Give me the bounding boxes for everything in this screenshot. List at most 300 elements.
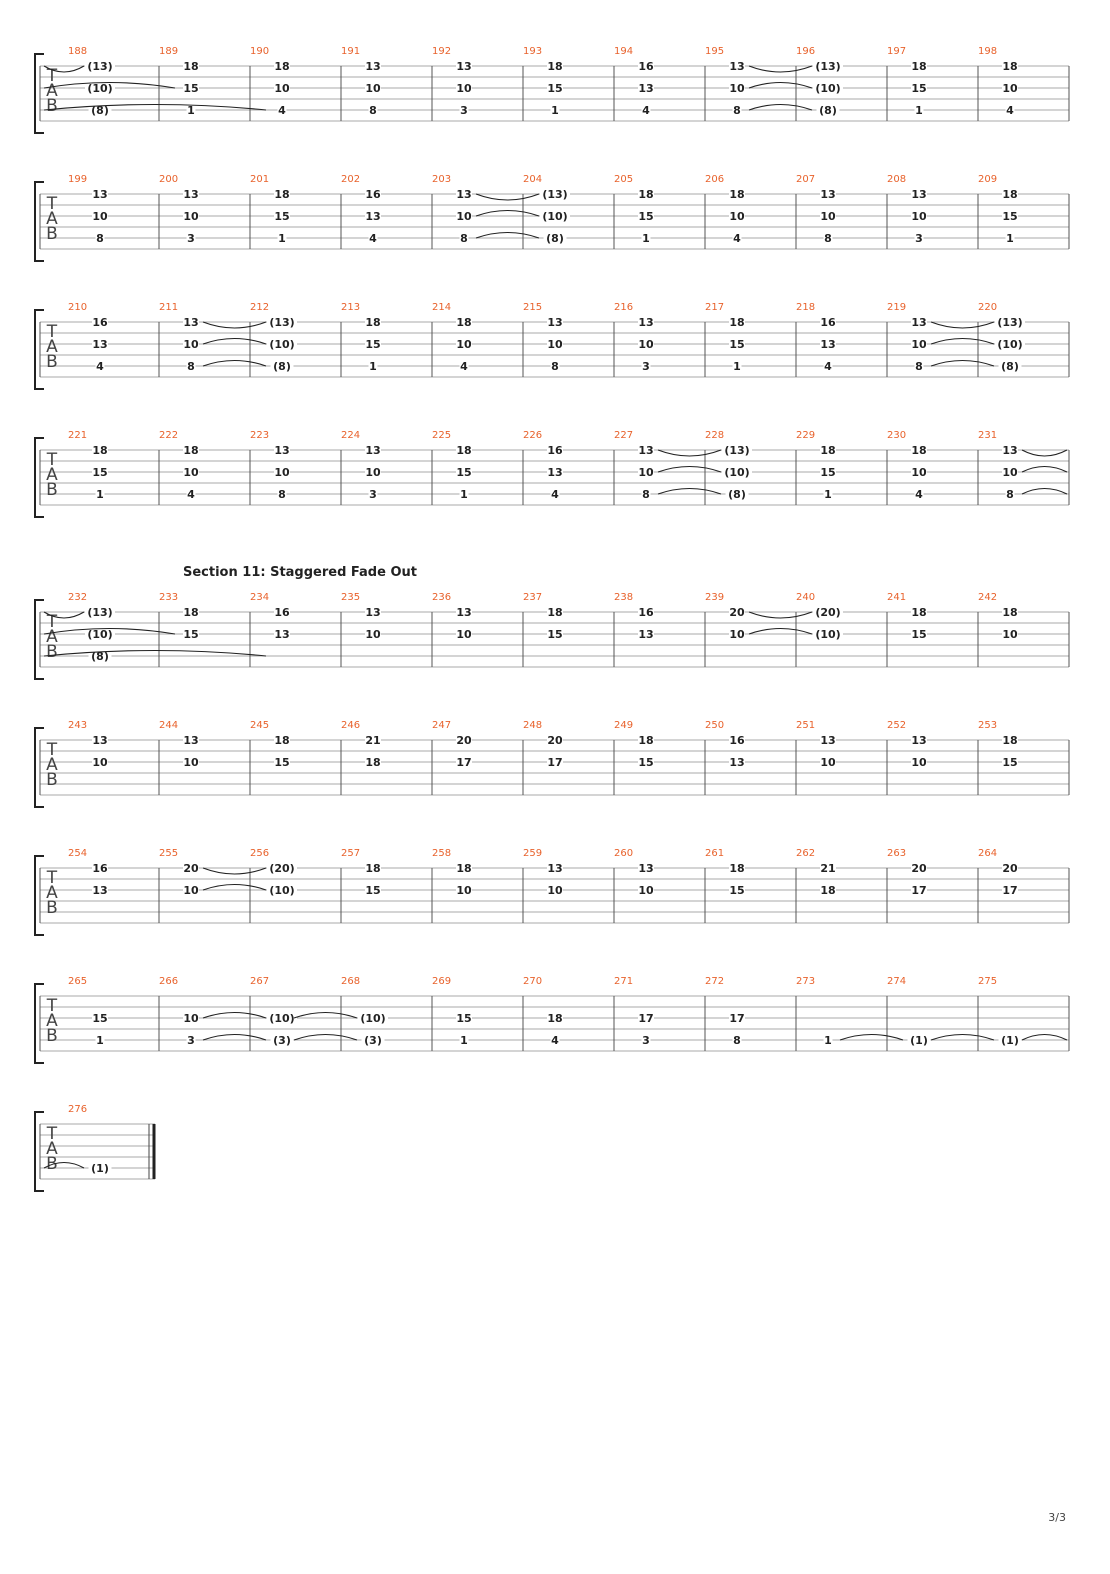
fret-number: (13) <box>997 316 1023 329</box>
fret-number: 10 <box>183 756 199 769</box>
measure-number: 233 <box>159 592 179 603</box>
fret-number: 18 <box>638 734 654 747</box>
fret-number: 13 <box>92 884 108 897</box>
tab-clef-letter: T <box>46 996 58 1016</box>
tie-arc <box>203 1035 266 1041</box>
tie-arc <box>658 467 721 473</box>
measure-number: 221 <box>68 430 88 441</box>
fret-number: (8) <box>1001 360 1019 373</box>
fret-number: 15 <box>365 338 381 351</box>
tie-arc <box>749 66 812 72</box>
fret-number: 13 <box>911 316 927 329</box>
measure-number: 262 <box>796 848 816 859</box>
tie-arc <box>203 322 266 328</box>
measure-number: 247 <box>432 720 452 731</box>
tab-clef-letter: T <box>46 194 58 214</box>
measure-number: 206 <box>705 174 725 185</box>
fret-number: 1 <box>460 488 468 501</box>
fret-number: 10 <box>456 884 472 897</box>
fret-number: 10 <box>547 884 563 897</box>
measure-number: 204 <box>523 174 543 185</box>
fret-number: 3 <box>642 1034 650 1047</box>
fret-number: 20 <box>547 734 563 747</box>
fret-number: 4 <box>733 232 741 245</box>
fret-number: 4 <box>824 360 832 373</box>
fret-number: (8) <box>819 104 837 117</box>
fret-number: 3 <box>460 104 468 117</box>
fret-number: 18 <box>183 60 199 73</box>
measure-number: 259 <box>523 848 543 859</box>
tie-arc <box>476 233 539 239</box>
fret-number: 8 <box>187 360 195 373</box>
fret-number: 8 <box>733 1034 741 1047</box>
tab-clef-letter: A <box>46 627 58 647</box>
fret-number: 4 <box>1006 104 1014 117</box>
fret-number: (13) <box>542 188 568 201</box>
tab-clef-letter: B <box>46 642 58 662</box>
fret-number: 1 <box>1006 232 1014 245</box>
tab-clef-letter: T <box>46 1124 58 1144</box>
fret-number: 10 <box>820 210 836 223</box>
fret-number: 10 <box>183 1012 199 1025</box>
fret-number: 15 <box>911 628 927 641</box>
fret-number: (8) <box>91 650 109 663</box>
fret-number: 16 <box>729 734 745 747</box>
measure-number: 246 <box>341 720 361 731</box>
tab-clef-letter: T <box>46 450 58 470</box>
tie-arc <box>1022 489 1067 495</box>
tie-arc <box>749 105 812 111</box>
fret-number: 21 <box>820 862 836 875</box>
measure-number: 249 <box>614 720 634 731</box>
fret-number: 17 <box>729 1012 745 1025</box>
fret-number: 13 <box>183 316 199 329</box>
fret-number: 18 <box>911 444 927 457</box>
fret-number: (10) <box>269 884 295 897</box>
measure-number: 274 <box>887 976 907 987</box>
measure-number: 237 <box>523 592 543 603</box>
fret-number: 18 <box>274 188 290 201</box>
measure-number: 210 <box>68 302 88 313</box>
fret-number: (3) <box>364 1034 382 1047</box>
tie-arc <box>476 211 539 217</box>
fret-number: 16 <box>92 862 108 875</box>
fret-number: 10 <box>274 82 290 95</box>
fret-number: 4 <box>278 104 286 117</box>
fret-number: 13 <box>729 60 745 73</box>
fret-number: 3 <box>187 1034 195 1047</box>
fret-number: 15 <box>92 466 108 479</box>
fret-number: 15 <box>274 210 290 223</box>
fret-number: (3) <box>273 1034 291 1047</box>
measure-number: 240 <box>796 592 816 603</box>
fret-number: 18 <box>456 316 472 329</box>
fret-number: 13 <box>183 734 199 747</box>
fret-number: 18 <box>274 734 290 747</box>
tie-arc <box>931 339 994 345</box>
fret-number: 1 <box>824 1034 832 1047</box>
tab-clef-letter: A <box>46 883 58 903</box>
measure-number: 230 <box>887 430 907 441</box>
fret-number: 21 <box>365 734 381 747</box>
fret-number: 18 <box>1002 60 1018 73</box>
tab-clef-letter: B <box>46 770 58 790</box>
tie-arc <box>203 868 266 874</box>
fret-number: 15 <box>638 756 654 769</box>
fret-number: 4 <box>460 360 468 373</box>
fret-number: 18 <box>638 188 654 201</box>
measure-number: 199 <box>68 174 88 185</box>
fret-number: 10 <box>92 756 108 769</box>
measure-number: 263 <box>887 848 907 859</box>
fret-number: 3 <box>369 488 377 501</box>
fret-number: 1 <box>915 104 923 117</box>
fret-number: 13 <box>638 628 654 641</box>
fret-number: (20) <box>269 862 295 875</box>
fret-number: 13 <box>274 628 290 641</box>
measure-number: 220 <box>978 302 998 313</box>
measure-number: 224 <box>341 430 361 441</box>
fret-number: 18 <box>911 60 927 73</box>
measure-number: 198 <box>978 46 998 57</box>
tab-clef-letter: A <box>46 209 58 229</box>
fret-number: 10 <box>1002 466 1018 479</box>
fret-number: 1 <box>824 488 832 501</box>
fret-number: 10 <box>911 756 927 769</box>
measure-number: 209 <box>978 174 998 185</box>
tie-arc <box>203 1013 266 1019</box>
fret-number: 10 <box>456 628 472 641</box>
fret-number: (13) <box>724 444 750 457</box>
measure-number: 242 <box>978 592 998 603</box>
fret-number: 10 <box>911 210 927 223</box>
tab-clef-letter: T <box>46 740 58 760</box>
fret-number: 18 <box>729 188 745 201</box>
fret-number: 20 <box>911 862 927 875</box>
measure-number: 191 <box>341 46 361 57</box>
fret-number: 10 <box>729 82 745 95</box>
tab-clef-letter: B <box>46 96 58 116</box>
fret-number: 10 <box>365 628 381 641</box>
measure-number: 271 <box>614 976 634 987</box>
fret-number: 10 <box>638 338 654 351</box>
fret-number: 13 <box>365 444 381 457</box>
fret-number: 8 <box>551 360 559 373</box>
fret-number: (8) <box>91 104 109 117</box>
measure-number: 264 <box>978 848 998 859</box>
tie-arc <box>1022 1035 1067 1041</box>
fret-number: 13 <box>911 734 927 747</box>
measure-number: 269 <box>432 976 452 987</box>
fret-number: 13 <box>820 188 836 201</box>
measure-number: 193 <box>523 46 543 57</box>
measure-number: 225 <box>432 430 452 441</box>
tie-arc <box>749 629 812 635</box>
fret-number: 10 <box>92 210 108 223</box>
tab-clef-letter: A <box>46 1139 58 1159</box>
fret-number: 18 <box>547 60 563 73</box>
measure-number: 248 <box>523 720 543 731</box>
tie-arc <box>1022 467 1067 473</box>
fret-number: 10 <box>456 82 472 95</box>
fret-number: 13 <box>365 60 381 73</box>
measure-number: 189 <box>159 46 179 57</box>
fret-number: 10 <box>183 466 199 479</box>
fret-number: 10 <box>365 82 381 95</box>
fret-number: 10 <box>638 466 654 479</box>
fret-number: 16 <box>638 606 654 619</box>
fret-number: 13 <box>547 316 563 329</box>
fret-number: (10) <box>360 1012 386 1025</box>
measure-number: 275 <box>978 976 998 987</box>
measure-number: 227 <box>614 430 634 441</box>
fret-number: 1 <box>551 104 559 117</box>
measure-number: 261 <box>705 848 725 859</box>
fret-number: 16 <box>365 188 381 201</box>
fret-number: (10) <box>997 338 1023 351</box>
measure-number: 267 <box>250 976 270 987</box>
fret-number: 13 <box>638 444 654 457</box>
measure-number: 196 <box>796 46 816 57</box>
fret-number: 4 <box>551 488 559 501</box>
fret-number: 8 <box>278 488 286 501</box>
fret-number: 10 <box>911 338 927 351</box>
fret-number: 17 <box>911 884 927 897</box>
measure-number: 241 <box>887 592 907 603</box>
fret-number: 8 <box>824 232 832 245</box>
measure-number: 208 <box>887 174 907 185</box>
measure-number: 243 <box>68 720 88 731</box>
fret-number: 15 <box>911 82 927 95</box>
measure-number: 256 <box>250 848 270 859</box>
fret-number: 18 <box>274 60 290 73</box>
measure-number: 238 <box>614 592 634 603</box>
fret-number: 1 <box>733 360 741 373</box>
fret-number: (1) <box>910 1034 928 1047</box>
fret-number: 13 <box>638 316 654 329</box>
fret-number: 15 <box>729 884 745 897</box>
tie-arc <box>931 361 994 367</box>
fret-number: 18 <box>183 606 199 619</box>
fret-number: 10 <box>365 466 381 479</box>
fret-number: 15 <box>820 466 836 479</box>
fret-number: (20) <box>815 606 841 619</box>
measure-number: 217 <box>705 302 725 313</box>
fret-number: 13 <box>547 466 563 479</box>
fret-number: 13 <box>820 734 836 747</box>
fret-number: (10) <box>542 210 568 223</box>
measure-number: 218 <box>796 302 816 313</box>
measure-number: 212 <box>250 302 270 313</box>
fret-number: (10) <box>87 628 113 641</box>
fret-number: 3 <box>187 232 195 245</box>
fret-number: (13) <box>87 606 113 619</box>
measure-number: 260 <box>614 848 634 859</box>
fret-number: 1 <box>187 104 195 117</box>
fret-number: 13 <box>638 82 654 95</box>
fret-number: 13 <box>1002 444 1018 457</box>
fret-number: 16 <box>638 60 654 73</box>
tie-arc <box>44 651 266 657</box>
measure-number: 213 <box>341 302 361 313</box>
fret-number: 17 <box>638 1012 654 1025</box>
tie-arc <box>203 339 266 345</box>
fret-number: 15 <box>183 82 199 95</box>
tie-arc <box>931 1035 994 1041</box>
measure-number: 222 <box>159 430 179 441</box>
tab-clef-letter: T <box>46 66 58 86</box>
fret-number: 1 <box>278 232 286 245</box>
measure-number: 251 <box>796 720 816 731</box>
fret-number: 13 <box>547 862 563 875</box>
measure-number: 257 <box>341 848 361 859</box>
fret-number: 17 <box>456 756 472 769</box>
fret-number: 18 <box>365 316 381 329</box>
measure-number: 203 <box>432 174 452 185</box>
fret-number: (10) <box>269 338 295 351</box>
fret-number: 18 <box>911 606 927 619</box>
fret-number: 18 <box>820 444 836 457</box>
fret-number: 13 <box>456 188 472 201</box>
fret-number: 13 <box>92 188 108 201</box>
fret-number: (13) <box>815 60 841 73</box>
tab-clef-letter: B <box>46 1026 58 1046</box>
fret-number: 10 <box>638 884 654 897</box>
fret-number: (10) <box>269 1012 295 1025</box>
fret-number: 8 <box>460 232 468 245</box>
fret-number: 1 <box>642 232 650 245</box>
fret-number: 4 <box>551 1034 559 1047</box>
measure-number: 236 <box>432 592 452 603</box>
fret-number: 13 <box>638 862 654 875</box>
measure-number: 252 <box>887 720 907 731</box>
fret-number: (10) <box>87 82 113 95</box>
fret-number: 16 <box>547 444 563 457</box>
measure-number: 253 <box>978 720 998 731</box>
fret-number: 4 <box>369 232 377 245</box>
fret-number: 18 <box>365 756 381 769</box>
fret-number: 10 <box>183 338 199 351</box>
measure-number: 250 <box>705 720 725 731</box>
fret-number: 8 <box>915 360 923 373</box>
fret-number: 10 <box>820 756 836 769</box>
fret-number: 10 <box>911 466 927 479</box>
tie-arc <box>294 1035 357 1041</box>
measure-number: 258 <box>432 848 452 859</box>
tab-clef-letter: B <box>46 224 58 244</box>
fret-number: 13 <box>92 338 108 351</box>
fret-number: 8 <box>1006 488 1014 501</box>
measure-number: 265 <box>68 976 88 987</box>
measure-number: 232 <box>68 592 88 603</box>
fret-number: 1 <box>369 360 377 373</box>
measure-number: 231 <box>978 430 998 441</box>
fret-number: 3 <box>915 232 923 245</box>
fret-number: 15 <box>729 338 745 351</box>
fret-number: 15 <box>638 210 654 223</box>
measure-number: 200 <box>159 174 179 185</box>
measure-number: 239 <box>705 592 725 603</box>
fret-number: 13 <box>911 188 927 201</box>
fret-number: 18 <box>1002 734 1018 747</box>
fret-number: 13 <box>456 60 472 73</box>
page-number: 3/3 <box>1048 1511 1066 1524</box>
measure-number: 211 <box>159 302 179 313</box>
fret-number: (13) <box>87 60 113 73</box>
fret-number: 16 <box>92 316 108 329</box>
measure-number: 214 <box>432 302 452 313</box>
measure-number: 223 <box>250 430 270 441</box>
fret-number: 16 <box>820 316 836 329</box>
tab-clef-letter: A <box>46 337 58 357</box>
tab-clef-letter: A <box>46 755 58 775</box>
measure-number: 192 <box>432 46 452 57</box>
measure-number: 272 <box>705 976 725 987</box>
fret-number: 4 <box>642 104 650 117</box>
measure-number: 273 <box>796 976 816 987</box>
measure-number: 266 <box>159 976 179 987</box>
fret-number: 18 <box>183 444 199 457</box>
fret-number: 4 <box>187 488 195 501</box>
measure-number: 205 <box>614 174 634 185</box>
measure-number: 190 <box>250 46 270 57</box>
fret-number: 16 <box>274 606 290 619</box>
fret-number: (8) <box>273 360 291 373</box>
measure-number: 226 <box>523 430 543 441</box>
measure-number: 245 <box>250 720 270 731</box>
fret-number: 18 <box>456 444 472 457</box>
tab-clef-letter: B <box>46 898 58 918</box>
measure-number: 228 <box>705 430 725 441</box>
measure-number: 229 <box>796 430 816 441</box>
fret-number: (1) <box>1001 1034 1019 1047</box>
fret-number: 13 <box>365 210 381 223</box>
fret-number: 13 <box>365 606 381 619</box>
measure-number: 202 <box>341 174 361 185</box>
measure-number: 255 <box>159 848 179 859</box>
fret-number: (10) <box>724 466 750 479</box>
fret-number: 13 <box>183 188 199 201</box>
fret-number: 10 <box>183 210 199 223</box>
measure-number: 197 <box>887 46 907 57</box>
fret-number: 13 <box>820 338 836 351</box>
section-heading: Section 11: Staggered Fade Out <box>183 565 417 580</box>
fret-number: 20 <box>456 734 472 747</box>
fret-number: 15 <box>365 884 381 897</box>
fret-number: 4 <box>96 360 104 373</box>
fret-number: 15 <box>274 756 290 769</box>
fret-number: (10) <box>815 82 841 95</box>
fret-number: 18 <box>456 862 472 875</box>
tie-arc <box>203 885 266 891</box>
measure-number: 194 <box>614 46 634 57</box>
fret-number: 10 <box>1002 82 1018 95</box>
fret-number: (13) <box>269 316 295 329</box>
measure-number: 201 <box>250 174 270 185</box>
fret-number: 13 <box>456 606 472 619</box>
measure-number: 207 <box>796 174 816 185</box>
fret-number: 20 <box>729 606 745 619</box>
measure-number: 188 <box>68 46 88 57</box>
measure-number: 219 <box>887 302 907 313</box>
fret-number: 4 <box>915 488 923 501</box>
fret-number: 10 <box>183 884 199 897</box>
tab-clef-letter: A <box>46 1011 58 1031</box>
tie-arc <box>294 1013 357 1019</box>
fret-number: 15 <box>183 628 199 641</box>
fret-number: 18 <box>547 606 563 619</box>
tab-clef-letter: B <box>46 352 58 372</box>
